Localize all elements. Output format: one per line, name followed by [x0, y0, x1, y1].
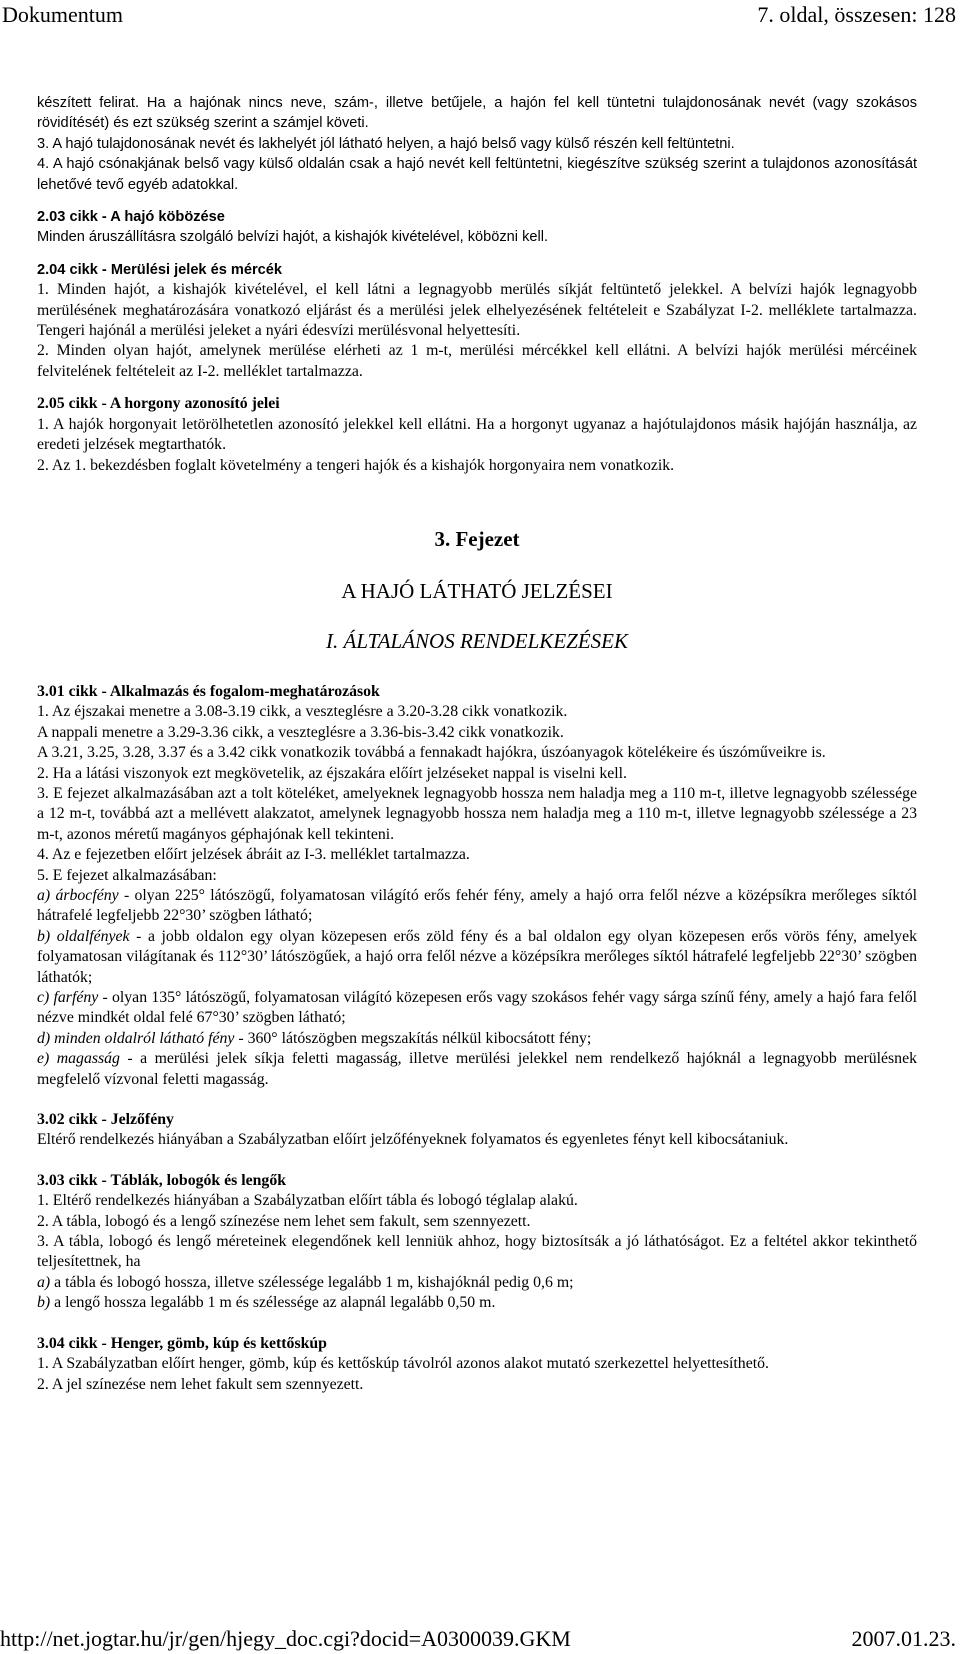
definition-text: - a merülési jelek síkja feletti magasság, illetve merülési jelekkel nem rendelkező hajóknál a legnagyobb merülésnek megfelelő vízvonal feletti magasság. — [37, 1050, 917, 1088]
section-heading: 2.04 cikk - Merülési jelek és mércék — [37, 261, 283, 278]
list-text: a tábla és lobogó hossza, illetve szélessége legalább 1 m, kishajóknál pedig 0,6 m; — [50, 1273, 574, 1291]
header-page-info: 7. oldal, összesen: 128 — [757, 2, 956, 27]
definition-text: - a jobb oldalon egy olyan közepesen erős zöld fény és a bal oldalon egy olyan közepesen erős vörös fény, amelyek folyamatosan világítanak és 112°30’ látószögűek, a hajó orra felől nézve a középsíkra merőleges síktól hátrafelé legfeljebb 22°30’ szögben láthatók; — [37, 927, 917, 986]
section-heading: 3.01 cikk - Alkalmazás és fogalom-meghatározások — [37, 682, 380, 700]
paragraph: 2. Az 1. bekezdésben foglalt követelmény a tengeri hajók és a kishajók horgonyaira nem vonatkozik. — [37, 456, 675, 474]
definition-text: - olyan 135° látószögű, folyamatosan világító közepesen erős vagy szokásos fehér vagy sárga színű fény, amely a hajó fara felől nézve mindkét oldal felé 67°30’ szögben látható; — [37, 989, 918, 1027]
list-item — [37, 1273, 917, 1293]
list-text: a lengő hossza legalább 1 m és szélessége az alapnál legalább 0,50 m. — [50, 1294, 496, 1312]
paragraph: 2. Ha a látási viszonyok ezt megkövetelik, az éjszakára előírt jelzéseket nappal is viselni kell. — [37, 764, 627, 782]
paragraph: 3. A hajó tulajdonosának nevét és lakhelyét jól látható helyen, a hajó belső vagy külső részén kell feltüntetni. — [37, 135, 735, 152]
page-footer — [0, 1626, 960, 1654]
paragraph: 3. E fejezet alkalmazásában azt a tolt köteléket, amelyeknek legnagyobb hossza nem haladja meg a 110 m-t, illetve legnagyobb szélessége a 12 m-t, továbbá azt a mellévett alakzatot, amelynek legnagyobb hossza nem haladja meg a 110 m-t, illetve legnagyobb szélessége a 23 m-t, azonos méretű magányos géphajónak kell tekinteni. — [37, 784, 917, 843]
paragraph: 5. E fejezet alkalmazásában: — [37, 866, 217, 884]
chapter-title: A HAJÓ LÁTHATÓ JELZÉSEI — [341, 578, 613, 603]
paragraph: 1. Minden hajót, a kishajók kivételével, el kell látni a legnagyobb merülés síkját feltüntető jelekkel. A belvízi hajók legnagyobb merülésének meghatározására vonatkozó eljárást és a merülési jelek elhelyezésének feltételeit e Szabályzat I-2. melléklete tartalmazza. Tengeri hajónál a merülési jeleket a nyári édesvízi merülésvonal helyettesíti. — [37, 281, 917, 340]
header-document-label: Dokumentum — [2, 2, 123, 27]
definition-term: b) oldalfények — [37, 927, 130, 945]
chapter-number: 3. Fejezet — [434, 526, 520, 551]
section-heading: 3.03 cikk - Táblák, lobogók és lengők — [37, 1171, 287, 1189]
paragraph: készített felirat. Ha a hajónak nincs neve, szám-, illetve betűjele, a hajón fel kell tüntetni tulajdonosának nevét (vagy szokásos rövidítését) és ezt szükség szerint a számjel követi. — [37, 95, 917, 132]
paragraph: 1. A Szabályzatban előírt henger, gömb, kúp és kettőskúp távolról azonos alakot mutató szerkezettel helyettesíthető. — [37, 1355, 769, 1373]
list-marker: a) — [37, 1273, 51, 1291]
paragraph: 2. A tábla, lobogó és a lengő színezése nem lehet sem fakult, sem szennyezett. — [37, 1212, 531, 1230]
paragraph: 4. A hajó csónakjának belső vagy külső oldalán csak a hajó nevét kell feltüntetni, kiegészítve szükség szerint a tulajdonos azonosítását lehetővé tevő egyéb adatokkal. — [37, 156, 917, 193]
paragraph: 1. Eltérő rendelkezés hiányában a Szabályzatban előírt tábla és lobogó téglalap alakú. — [37, 1192, 578, 1210]
paragraph: Eltérő rendelkezés hiányában a Szabályzatban előírt jelzőfényeknek folyamatos és egyenletes fényt kell kibocsátaniuk. — [37, 1131, 789, 1149]
definition-term: a) árbocfény — [37, 886, 119, 904]
section-heading: 2.05 cikk - A horgony azonosító jelei — [37, 395, 280, 413]
definition-term: d) minden oldalról látható fény — [37, 1029, 235, 1047]
definition-text: - 360° látószögben megszakítás nélkül kibocsátott fény; — [234, 1029, 592, 1047]
paragraph: Minden áruszállításra szolgáló belvízi hajót, a kishajók kivételével, köbözni kell. — [37, 229, 549, 246]
list-item — [37, 1293, 917, 1313]
definition-item — [37, 886, 917, 927]
list-marker: b) — [37, 1294, 51, 1312]
definition-item — [37, 1049, 917, 1090]
paragraph: 1. Az éjszakai menetre a 3.08-3.19 cikk, a veszteglésre a 3.20-3.28 cikk vonatkozik. — [37, 703, 568, 721]
paragraph: 1. A hajók horgonyait letörölhetetlen azonosító jelekkel kell ellátni. Ha a horgonyt ugyanaz a hajótulajdonos másik hajóján használja, az eredeti jelzések megtarthatók. — [37, 415, 917, 454]
definition-term: e) magasság — [37, 1050, 120, 1068]
definition-item — [37, 927, 917, 988]
paragraph: A nappali menetre a 3.29-3.36 cikk, a veszteglésre a 3.36-bis-3.42 cikk vonatkozik. — [37, 723, 564, 741]
section-heading: 3.04 cikk - Henger, gömb, kúp és kettőskúp — [37, 1334, 327, 1352]
definition-item — [37, 988, 917, 1029]
paragraph: A 3.21, 3.25, 3.28, 3.37 és a 3.42 cikk vonatkozik továbbá a fennakadt hajókra, úszóanyagok kötelékeire és úszóműveikre is. — [37, 744, 826, 762]
chapter-subtitle: I. ÁLTALÁNOS RENDELKEZÉSEK — [326, 628, 628, 653]
paragraph: 2. Minden olyan hajót, amelynek merülése elérheti az 1 m-t, merülési mércékkel kell ellátni. A belvízi hajók merülési mércéinek felvitelének feltételeit az I-2. melléklet tartalmazza. — [37, 342, 917, 380]
section-heading: 3.02 cikk - Jelzőfény — [37, 1111, 174, 1129]
paragraph: 2. A jel színezése nem lehet fakult sem szennyezett. — [37, 1375, 364, 1393]
definition-text: - olyan 225° látószögű, folyamatosan világító erős fehér fény, amely a hajó orra felől nézve a középsíkra merőleges síktól hátrafelé legfeljebb 22°30’ szögben látható; — [37, 886, 917, 925]
page-header — [0, 2, 960, 30]
footer-url: http://net.jogtar.hu/jr/gen/hjegy_doc.cgi?docid=A0300039.GKM — [0, 1626, 571, 1651]
section-heading: 2.03 cikk - A hajó köbözése — [37, 209, 225, 226]
definition-item — [37, 1029, 917, 1049]
paragraph: 4. Az e fejezetben előírt jelzések ábráit az I-3. melléklet tartalmazza. — [37, 846, 470, 864]
definition-term: c) farfény — [37, 989, 99, 1006]
paragraph: 3. A tábla, lobogó és lengő méreteinek elegendőnek kell lenniük ahhoz, hogy biztosítsák a jó láthatóságot. Ez a feltétel akkor tekinthető teljesítettnek, ha — [37, 1233, 917, 1271]
footer-date: 2007.01.23. — [851, 1626, 956, 1651]
document-body — [37, 93, 917, 1395]
